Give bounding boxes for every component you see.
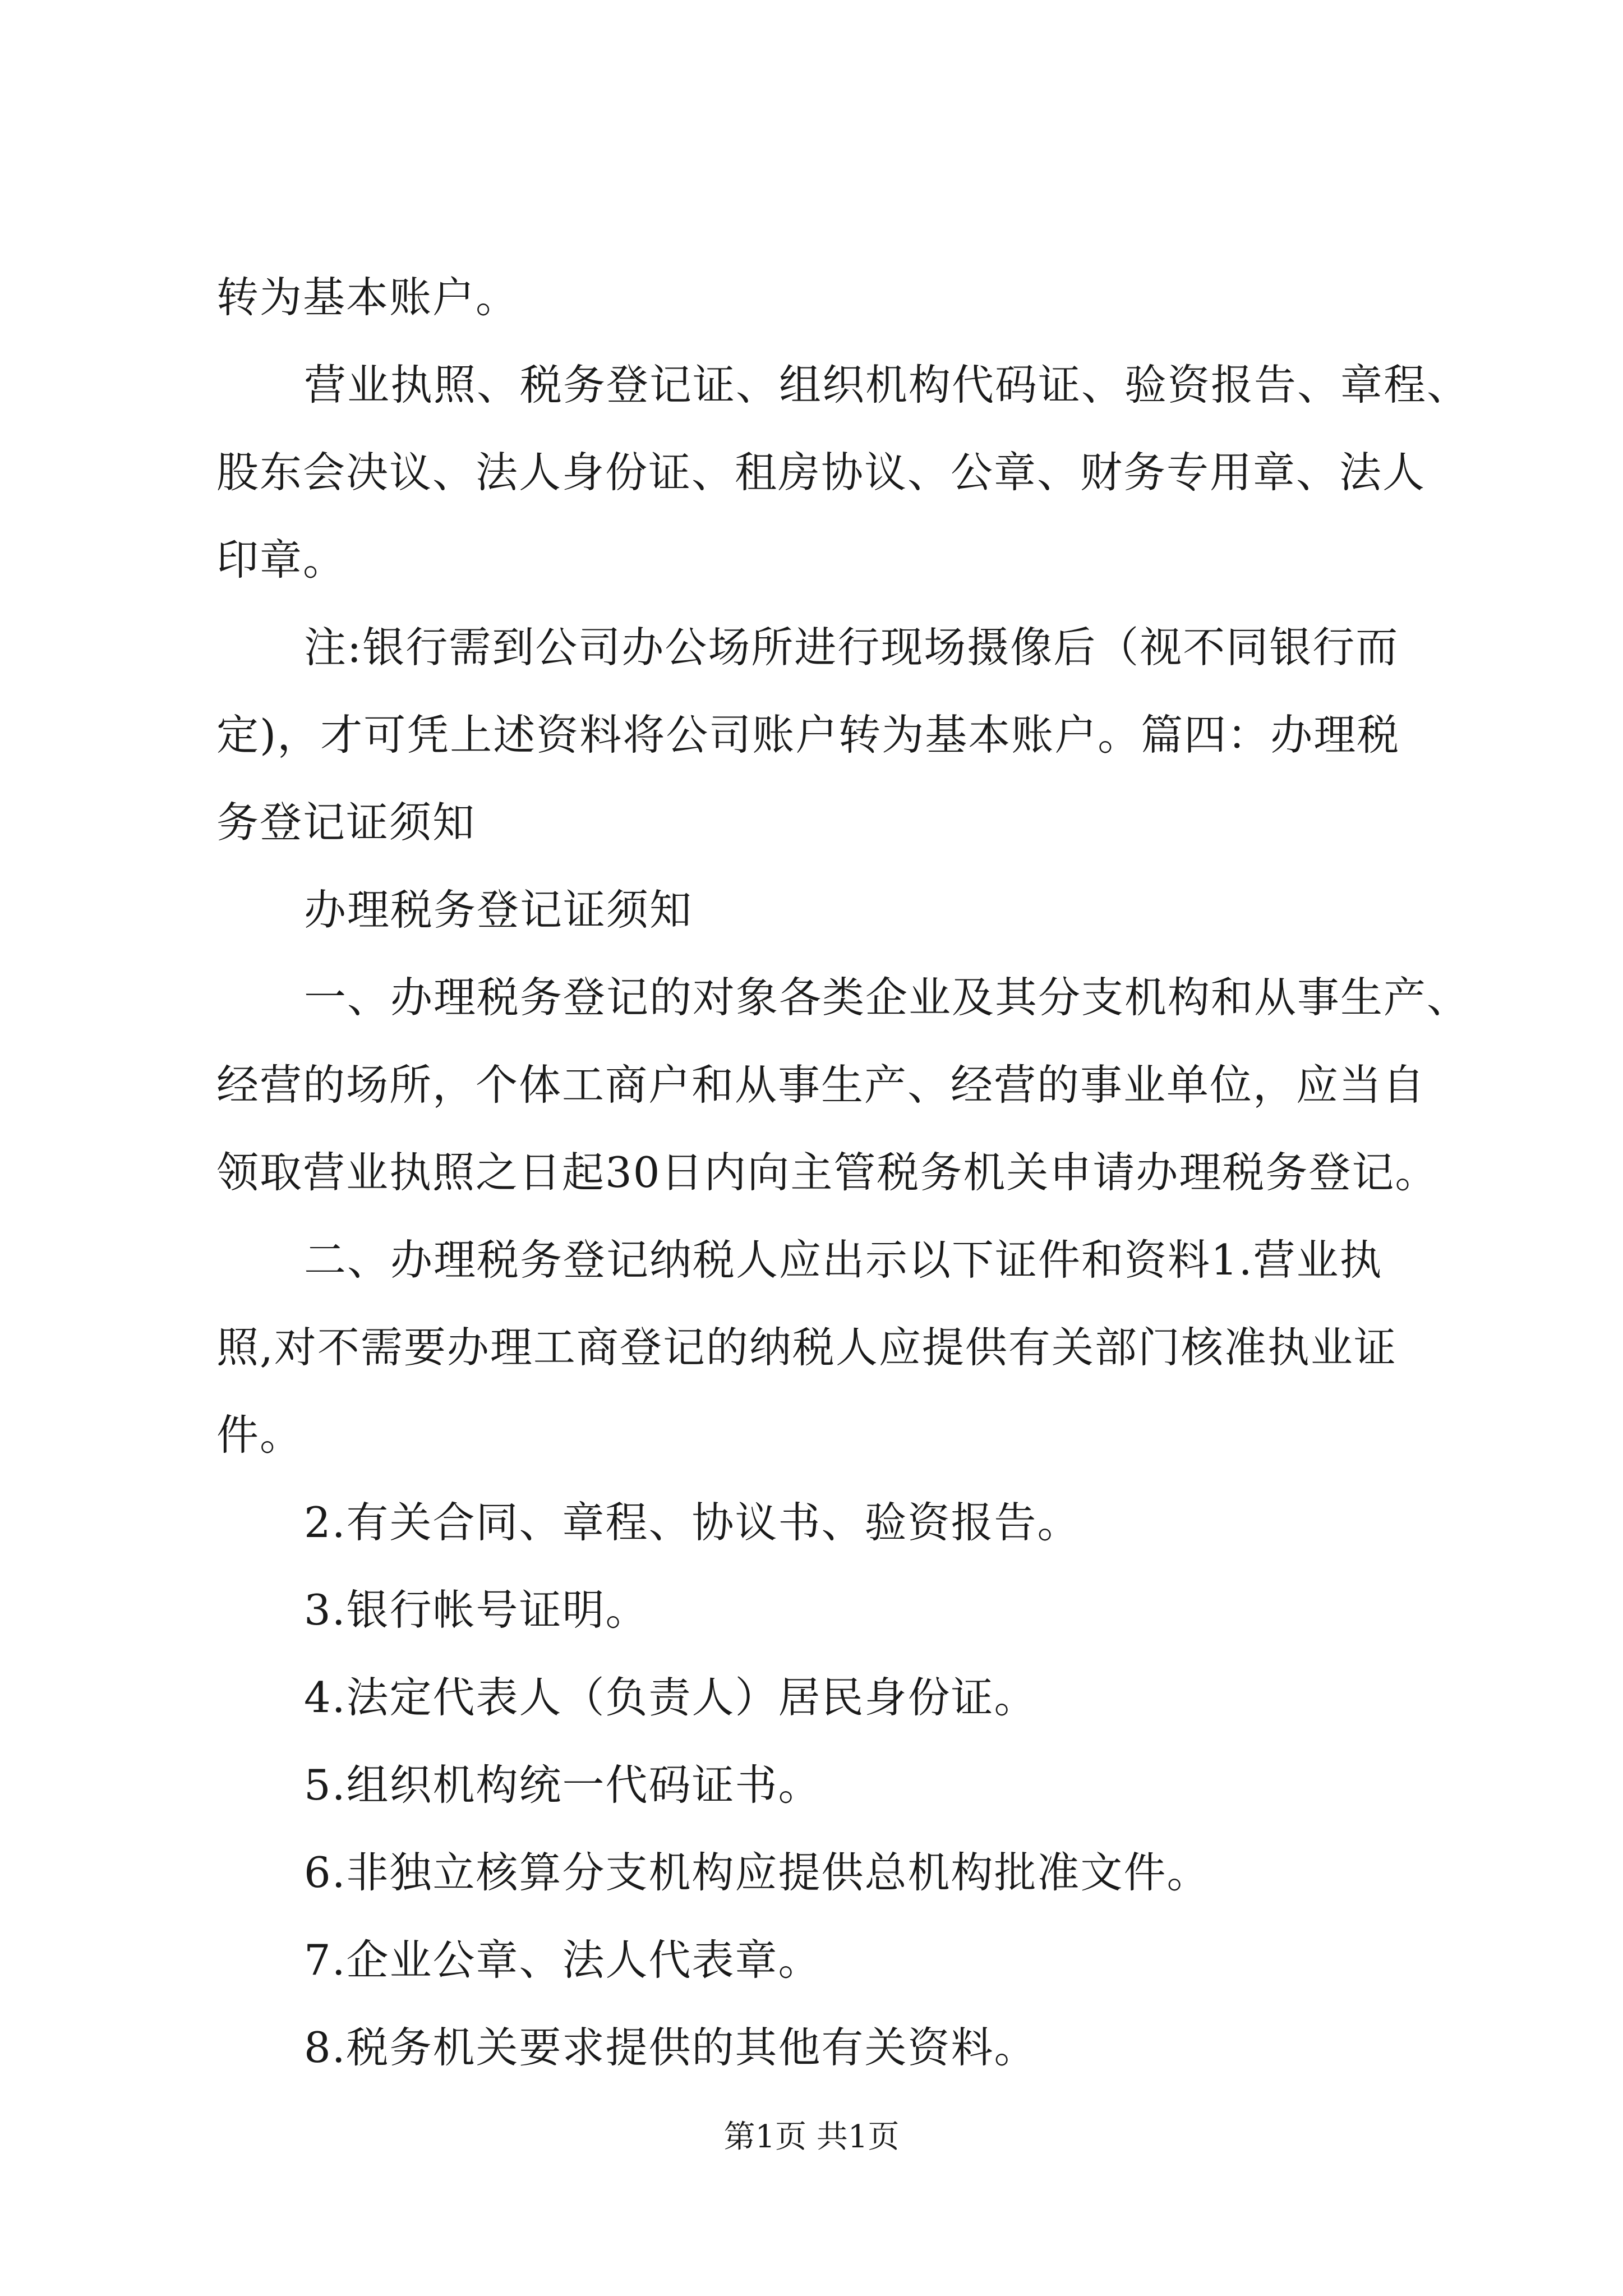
paragraph-line: 股东会决议、法人身份证、租房协议、公章、财务专用章、法人 — [216, 448, 1426, 497]
section-heading: 办理税务登记证须知 — [304, 885, 693, 935]
paragraph-line: 一、办理税务登记的对象各类企业及其分支机构和从事生产、 — [304, 973, 1470, 1022]
paragraph-line: 转为基本账户。 — [216, 273, 519, 322]
paragraph-line: 印章。 — [216, 535, 347, 585]
document-body — [216, 254, 1470, 2091]
page-footer: 第1页 共1页 — [723, 2119, 900, 2155]
paragraph-line: 件。 — [216, 1410, 303, 1460]
list-item: 6.非独立核算分支机构应提供总机构批准文件。 — [304, 1848, 1210, 1897]
paragraph-line: 经营的场所，个体工商户和从事生产、经营的事业单位，应当自 — [216, 1060, 1426, 1110]
list-item: 8.税务机关要求提供的其他有关资料。 — [304, 2023, 1038, 2072]
paragraph-line: 务登记证须知 — [216, 798, 476, 847]
paragraph-line: 领取营业执照之日起30日内向主管税务机关申请办理税务登记。 — [216, 1148, 1438, 1197]
paragraph-line: 营业执照、税务登记证、组织机构代码证、验资报告、章程、 — [304, 360, 1470, 409]
paragraph-line: 定)，才可凭上述资料将公司账户转为基本账户。篇四：办理税 — [216, 710, 1400, 760]
list-item: 7.企业公章、法人代表章。 — [304, 1935, 822, 1985]
list-item: 3.银行帐号证明。 — [304, 1585, 649, 1635]
paragraph-line: 二、办理税务登记纳税人应出示以下证件和资料1.营业执 — [304, 1235, 1383, 1285]
list-item: 5.组织机构统一代码证书。 — [304, 1760, 822, 1810]
paragraph-line: 注:银行需到公司办公场所进行现场摄像后（视不同银行而 — [304, 623, 1399, 672]
list-item: 4.法定代表人（负责人）居民身份证。 — [304, 1673, 1038, 1722]
list-item: 2.有关合同、章程、协议书、验资报告。 — [304, 1498, 1081, 1547]
paragraph-line: 照,对不需要办理工商登记的纳税人应提供有关部门核准执业证 — [216, 1323, 1397, 1372]
